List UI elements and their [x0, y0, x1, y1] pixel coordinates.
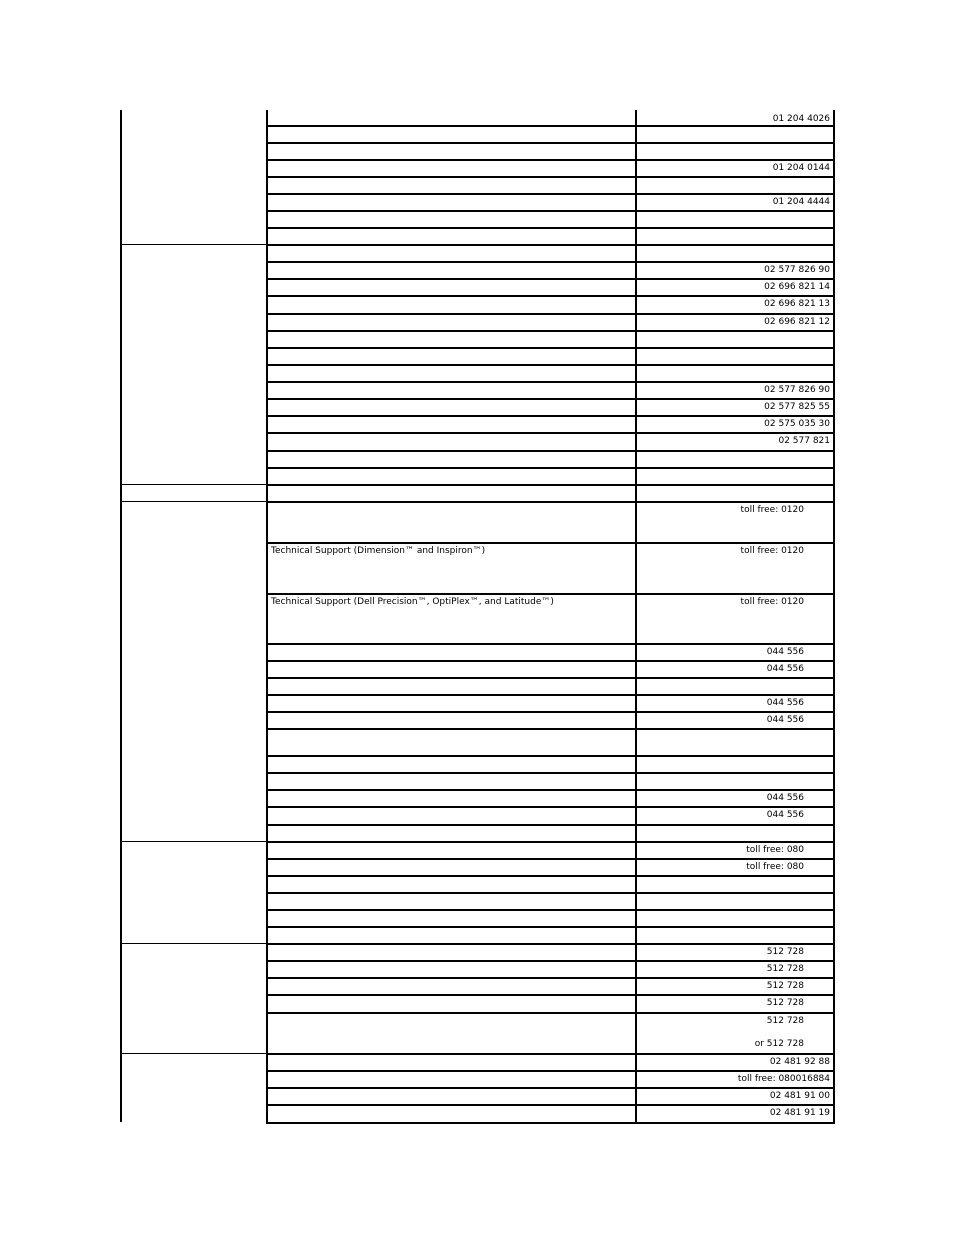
- row-divider: [266, 313, 835, 315]
- phone-number: 044 556: [766, 715, 804, 725]
- row-divider: [266, 193, 835, 195]
- row-divider: [266, 909, 835, 911]
- phone-number: 01 204 4026: [772, 114, 830, 124]
- row-divider: [266, 364, 835, 366]
- country-divider: [120, 501, 267, 502]
- phone-number: 044 556: [766, 647, 804, 657]
- row-divider: [266, 278, 835, 280]
- phone-number: 02 481 92 88: [769, 1057, 830, 1067]
- row-divider: [266, 824, 835, 826]
- phone-number: 512 728: [766, 1016, 804, 1026]
- row-divider: [266, 960, 835, 962]
- phone-number: 02 577 825 55: [764, 402, 830, 412]
- row-divider: [266, 806, 835, 808]
- row-divider: [266, 1070, 835, 1072]
- phone-number-alt: or 512 728: [754, 1039, 804, 1049]
- table-border-left: [120, 110, 122, 1122]
- row-divider: [266, 210, 835, 212]
- row-divider: [266, 347, 835, 349]
- phone-number: 512 728: [766, 998, 804, 1008]
- phone-number: 044 556: [766, 810, 804, 820]
- row-divider: [266, 1087, 835, 1089]
- row-divider: [266, 789, 835, 791]
- row-divider: [266, 643, 835, 645]
- row-divider: [266, 694, 835, 696]
- row-divider: [266, 381, 835, 383]
- row-divider: [266, 450, 835, 452]
- phone-number: 02 696 821 13: [764, 299, 830, 309]
- phone-number: 02 481 91 19: [769, 1108, 830, 1118]
- service-description: Technical Support (Dell Precision™, OptiPlex™, and Latitude™): [271, 597, 554, 607]
- phone-number: 02 577 826 90: [764, 265, 830, 275]
- phone-number: 02 577 826 90: [764, 385, 830, 395]
- row-divider: [266, 467, 835, 469]
- phone-number: 044 556: [766, 793, 804, 803]
- phone-number: 044 556: [766, 698, 804, 708]
- country-divider: [120, 244, 267, 245]
- row-divider: [266, 926, 835, 928]
- row-divider: [266, 677, 835, 679]
- row-divider: [266, 125, 835, 127]
- phone-number: 02 577 821: [778, 436, 830, 446]
- row-divider: [266, 728, 835, 730]
- row-divider: [266, 892, 835, 894]
- phone-number: 01 204 0144: [772, 163, 830, 173]
- row-divider: [266, 994, 835, 996]
- row-divider: [266, 542, 835, 544]
- row-divider: [266, 227, 835, 229]
- row-divider: [266, 772, 835, 774]
- phone-number: 512 728: [766, 964, 804, 974]
- table-bottom-rule: [266, 1122, 835, 1124]
- row-divider: [266, 875, 835, 877]
- phone-number: toll free: 080: [746, 862, 804, 872]
- row-divider: [266, 943, 835, 945]
- country-divider: [120, 1053, 267, 1054]
- phone-number: 02 696 821 12: [764, 317, 830, 327]
- row-divider: [266, 841, 835, 843]
- phone-number: 02 481 91 00: [769, 1091, 830, 1101]
- row-divider: [266, 1012, 835, 1014]
- phone-number: toll free: 0120: [740, 546, 804, 556]
- phone-number: 512 728: [766, 947, 804, 957]
- phone-number: 02 575 035 30: [764, 419, 830, 429]
- row-divider: [266, 176, 835, 178]
- row-divider: [266, 432, 835, 434]
- row-divider: [266, 295, 835, 297]
- row-divider: [266, 330, 835, 332]
- row-divider: [266, 398, 835, 400]
- phone-number: toll free: 080016884: [737, 1074, 830, 1084]
- phone-number: 02 696 821 14: [764, 282, 830, 292]
- phone-number: toll free: 080: [746, 845, 804, 855]
- row-divider: [266, 261, 835, 263]
- row-divider: [266, 159, 835, 161]
- phone-number: 01 204 4444: [772, 197, 830, 207]
- row-divider: [266, 415, 835, 417]
- row-divider: [266, 484, 835, 486]
- row-divider: [266, 977, 835, 979]
- row-divider: [266, 660, 835, 662]
- phone-number: toll free: 0120: [740, 597, 804, 607]
- phone-number: 512 728: [766, 981, 804, 991]
- country-divider: [120, 484, 267, 485]
- row-divider: [266, 858, 835, 860]
- service-description: Technical Support (Dimension™ and Inspiron™): [271, 546, 486, 556]
- row-divider: [266, 593, 835, 595]
- row-divider: [266, 142, 835, 144]
- country-divider: [120, 943, 267, 944]
- phone-number: 044 556: [766, 664, 804, 674]
- row-divider: [266, 244, 835, 246]
- row-divider: [266, 1053, 835, 1055]
- phone-number: toll free: 0120: [740, 505, 804, 515]
- row-divider: [266, 501, 835, 503]
- row-divider: [266, 711, 835, 713]
- row-divider: [266, 1104, 835, 1106]
- row-divider: [266, 755, 835, 757]
- country-divider: [120, 841, 267, 842]
